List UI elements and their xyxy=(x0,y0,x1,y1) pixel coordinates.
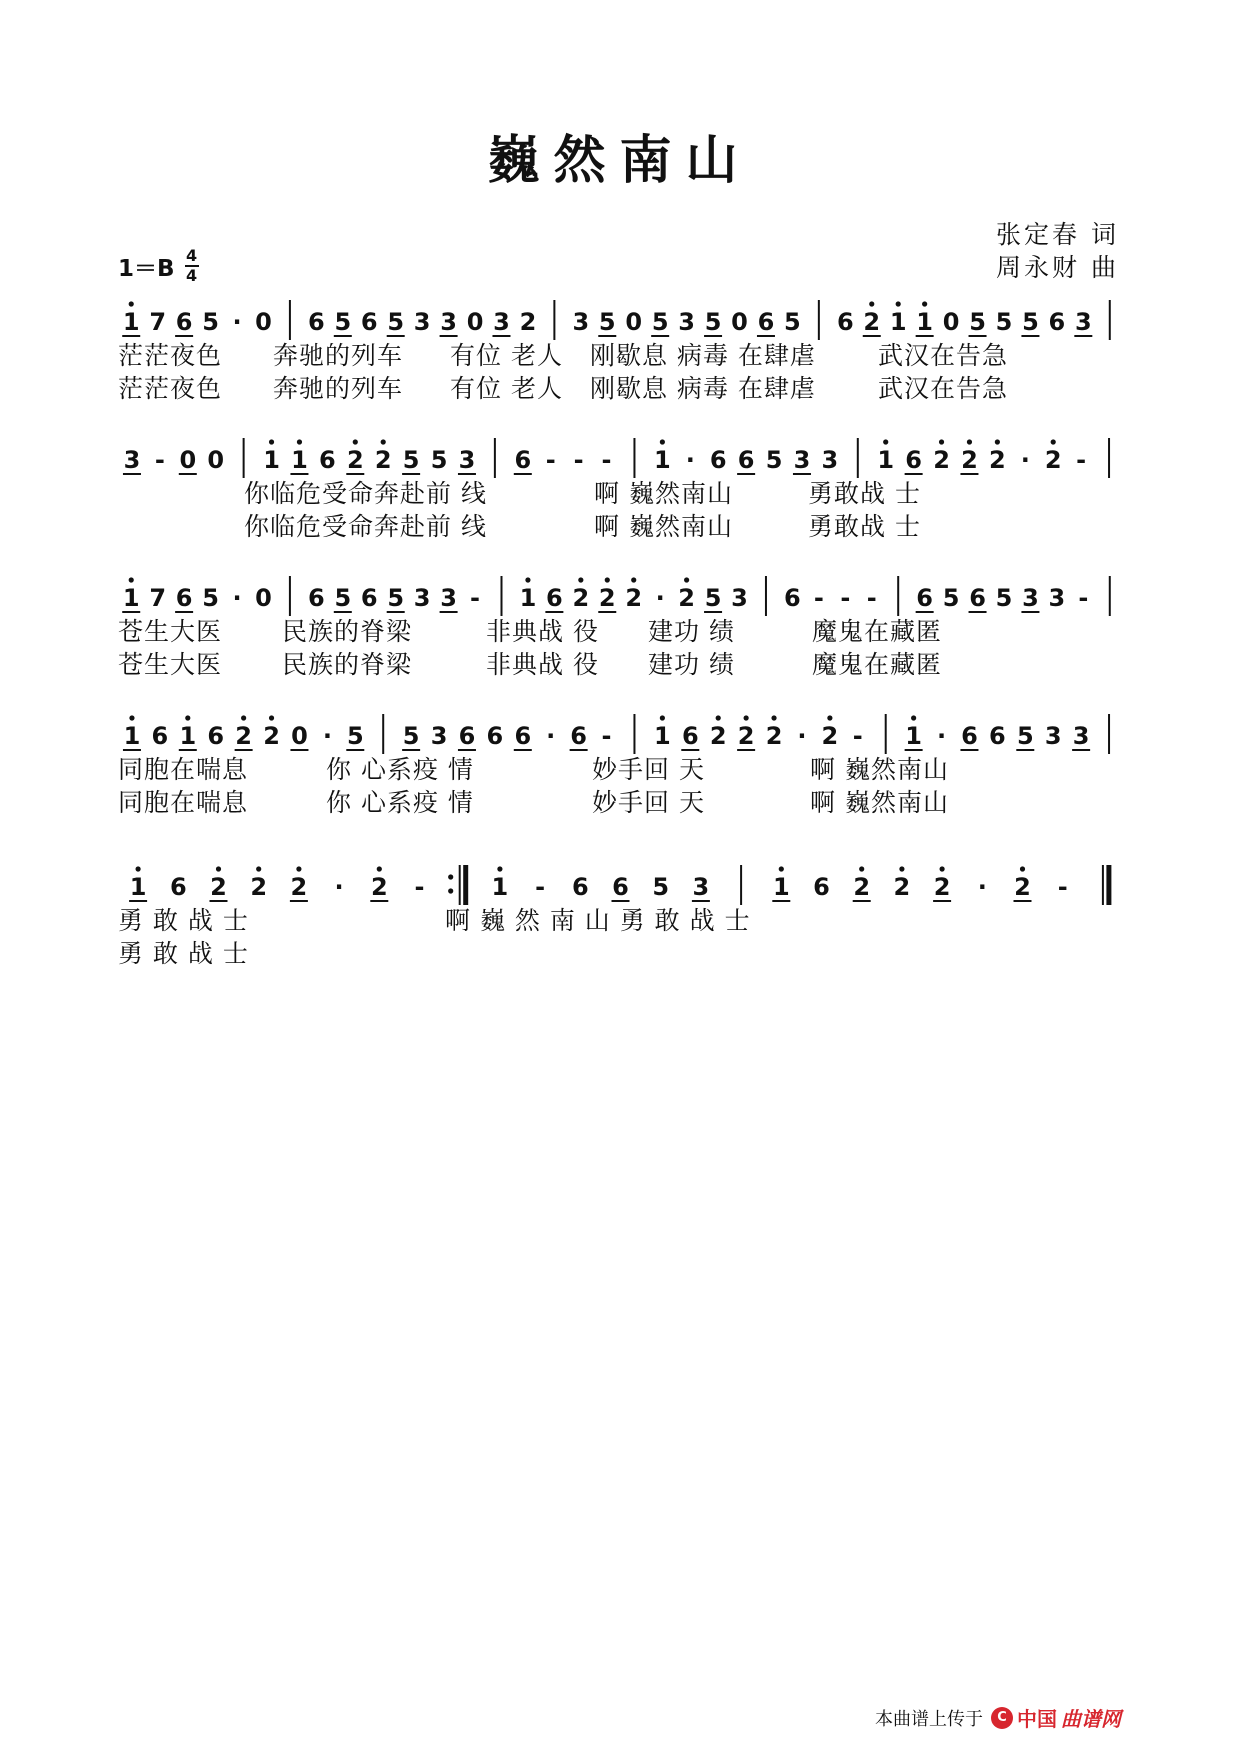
lyricist-credit: 张定春 词 xyxy=(996,220,1119,249)
note-token: 3 xyxy=(731,584,748,612)
note-token: 6 xyxy=(514,446,532,474)
note-token: 6 xyxy=(836,308,854,336)
lyric-line xyxy=(118,750,1123,782)
note-token: 6 xyxy=(813,873,830,901)
note-token: 1 xyxy=(291,446,308,474)
note-token: 2 xyxy=(370,873,388,901)
note-token: 1 xyxy=(129,873,147,901)
key-signature xyxy=(118,248,199,284)
logo-mark-icon: C xyxy=(991,1707,1013,1729)
note-token: 6 xyxy=(709,446,727,474)
octave-dot xyxy=(684,577,689,582)
lyric-line xyxy=(118,612,1123,644)
note-token: - xyxy=(573,446,584,474)
note-token: 3 xyxy=(123,446,141,474)
lyric-group: 苍生大医 xyxy=(118,617,223,646)
octave-dot xyxy=(185,715,190,720)
note-token: 5 xyxy=(765,446,783,474)
note-token: 0 xyxy=(255,308,272,336)
key-label: 1＝B xyxy=(118,255,175,282)
lyric-group: 同胞在喘息 xyxy=(118,788,249,817)
note-token: · xyxy=(232,584,242,612)
note-token: - xyxy=(470,584,481,612)
note-token: 2 xyxy=(863,308,881,336)
note-token: 3 xyxy=(458,446,476,474)
lyric-group: 你 心系疫 情 xyxy=(326,788,474,817)
site-logo xyxy=(991,1703,1121,1732)
note-token: 5 xyxy=(1022,308,1039,336)
lyric-group: 刚歇息 病毒 在肆虐 xyxy=(590,341,816,370)
lyric-group: 奔驰的列车 xyxy=(273,374,404,403)
octave-dot xyxy=(660,439,665,444)
note-token: - xyxy=(154,446,165,474)
note-token: 1 xyxy=(877,446,895,474)
note-token: 5 xyxy=(430,446,448,474)
note-token: 2 xyxy=(263,722,280,750)
note-token: · xyxy=(546,722,556,750)
octave-dot xyxy=(605,577,610,582)
octave-dot xyxy=(129,715,134,720)
octave-dot xyxy=(1051,439,1056,444)
note-token: 1 xyxy=(123,722,141,750)
lyric-group: 武汉在告急 xyxy=(878,341,1009,370)
note-token: 1 xyxy=(519,584,537,612)
note-token: 3 xyxy=(1072,722,1090,750)
note-token: 6 xyxy=(169,873,187,901)
note-token: - xyxy=(840,584,851,612)
octave-dot xyxy=(1020,866,1025,871)
note-token: 3 xyxy=(1044,722,1062,750)
note-token: 6 xyxy=(308,584,325,612)
octave-dot xyxy=(136,866,141,871)
note-token: 3 xyxy=(1022,584,1039,612)
note-token: 5 xyxy=(202,308,219,336)
note-token: 3 xyxy=(440,584,457,612)
note-token: 5 xyxy=(704,308,722,336)
note-token: 5 xyxy=(1016,722,1034,750)
note-token: 0 xyxy=(625,308,643,336)
note-token: 3 xyxy=(692,873,710,901)
note-token: 2 xyxy=(572,584,590,612)
note-token: - xyxy=(535,873,546,901)
lyric-group: 刚歇息 病毒 在肆虐 xyxy=(590,374,816,403)
note-token: 2 xyxy=(519,308,537,336)
lyric-group: 妙手回 天 xyxy=(592,755,705,784)
note-token: - xyxy=(601,446,612,474)
note-token: 5 xyxy=(402,446,420,474)
note-token: 0 xyxy=(179,446,197,474)
lyric-group: 你临危受命奔赴前 线 xyxy=(244,512,487,541)
note-token: 0 xyxy=(291,722,308,750)
barline xyxy=(1103,865,1109,905)
lyric-group: 妙手回 天 xyxy=(592,788,705,817)
lyric-line xyxy=(118,507,1123,539)
octave-dot xyxy=(896,301,901,306)
octave-dot xyxy=(129,301,134,306)
octave-dot xyxy=(216,866,221,871)
note-token: 2 xyxy=(961,446,978,474)
note-token: 6 xyxy=(570,722,587,750)
note-token: - xyxy=(852,722,863,750)
lyric-line xyxy=(118,934,1123,966)
lyric-group: 奔驰的列车 xyxy=(273,341,404,370)
note-token: 6 xyxy=(308,308,325,336)
note-token: 3 xyxy=(678,308,695,336)
note-token: 3 xyxy=(572,308,590,336)
octave-dot xyxy=(660,715,665,720)
note-token: 5 xyxy=(346,722,364,750)
page-title: 巍然南山 xyxy=(487,130,752,191)
note-token: · xyxy=(232,308,242,336)
lyric-group: 同胞在喘息 xyxy=(118,755,249,784)
lyric-line xyxy=(118,901,1123,933)
note-token: 2 xyxy=(933,446,950,474)
time-top: 4 xyxy=(185,246,198,265)
octave-dot xyxy=(744,715,749,720)
note-token: 1 xyxy=(889,308,907,336)
note-token: - xyxy=(1057,873,1068,901)
lyric-group: 建功 绩 xyxy=(648,650,735,679)
note-token: 0 xyxy=(207,446,225,474)
octave-dot xyxy=(129,577,134,582)
lyric-line xyxy=(118,474,1123,506)
lyric-group: 建功 绩 xyxy=(648,617,735,646)
lyric-group: 你 心系疫 情 xyxy=(326,755,474,784)
note-token: 0 xyxy=(255,584,272,612)
note-token: 0 xyxy=(731,308,748,336)
lyric-group: 勇敢战 士 xyxy=(808,512,921,541)
octave-dot xyxy=(353,439,358,444)
note-token: 6 xyxy=(737,446,755,474)
note-token: 6 xyxy=(319,446,336,474)
note-token: 0 xyxy=(942,308,960,336)
octave-dot xyxy=(827,715,832,720)
octave-dot xyxy=(296,866,301,871)
note-token: 2 xyxy=(210,873,227,901)
note-token: 6 xyxy=(916,584,933,612)
note-token: 2 xyxy=(290,873,308,901)
note-token: 2 xyxy=(853,873,871,901)
note-token: 6 xyxy=(905,446,922,474)
octave-dot xyxy=(922,301,927,306)
note-token: 2 xyxy=(709,722,727,750)
note-token: 6 xyxy=(360,584,378,612)
footer-text: 本曲谱上传于 xyxy=(875,1708,983,1730)
note-token: 6 xyxy=(151,722,169,750)
composer-credit: 周永财 曲 xyxy=(996,253,1119,282)
repeat-barline xyxy=(448,865,466,905)
note-token: 2 xyxy=(250,873,268,901)
lyric-group: 茫茫夜色 xyxy=(118,374,223,403)
lyric-group: 魔鬼在藏匿 xyxy=(812,650,943,679)
note-token: 6 xyxy=(175,584,193,612)
note-token: 6 xyxy=(961,722,978,750)
note-token: · xyxy=(797,722,807,750)
note-token: 5 xyxy=(995,308,1013,336)
note-token: 2 xyxy=(933,873,951,901)
note-token: 5 xyxy=(202,584,219,612)
note-token: 6 xyxy=(681,722,699,750)
note-token: 2 xyxy=(625,584,643,612)
note-token: 6 xyxy=(207,722,225,750)
note-token: 6 xyxy=(458,722,476,750)
note-token: 2 xyxy=(346,446,364,474)
note-token: 5 xyxy=(402,722,420,750)
lyric-line xyxy=(118,645,1123,677)
octave-dot xyxy=(940,866,945,871)
octave-dot xyxy=(377,866,382,871)
lyric-group: 啊 巍然南山 xyxy=(810,788,949,817)
note-token: 2 xyxy=(765,722,783,750)
octave-dot xyxy=(716,715,721,720)
octave-dot xyxy=(779,866,784,871)
note-token: · xyxy=(1020,446,1030,474)
lyric-group: 勇敢战 士 xyxy=(808,479,921,508)
note-token: 1 xyxy=(263,446,280,474)
note-token: 7 xyxy=(149,308,167,336)
note-token: · xyxy=(977,873,987,901)
credits xyxy=(996,218,1119,284)
logo-text-b: 曲谱网 xyxy=(1061,1707,1121,1731)
note-token: 2 xyxy=(598,584,616,612)
octave-dot xyxy=(578,577,583,582)
note-token: 2 xyxy=(374,446,392,474)
note-token: 3 xyxy=(440,308,457,336)
lyric-group: 勇 敢 战 士 xyxy=(118,939,249,968)
octave-dot xyxy=(899,866,904,871)
lyric-group: 武汉在告急 xyxy=(878,374,1009,403)
lyric-group: 啊 巍然南山 xyxy=(594,512,733,541)
octave-dot xyxy=(939,439,944,444)
note-token: · xyxy=(685,446,695,474)
lyric-group: 民族的脊梁 xyxy=(282,617,413,646)
octave-dot xyxy=(869,301,874,306)
note-token: 6 xyxy=(546,584,563,612)
note-token: 5 xyxy=(334,584,352,612)
note-token: 1 xyxy=(122,584,140,612)
note-token: 6 xyxy=(969,584,986,612)
note-token: 6 xyxy=(360,308,378,336)
note-token: 3 xyxy=(821,446,839,474)
octave-dot xyxy=(859,866,864,871)
octave-dot xyxy=(525,577,530,582)
note-token: 6 xyxy=(175,308,193,336)
note-token: 2 xyxy=(235,722,252,750)
note-token: 2 xyxy=(893,873,911,901)
note-token: 5 xyxy=(995,584,1013,612)
footer xyxy=(875,1703,1121,1732)
note-token: - xyxy=(1076,446,1087,474)
note-token: 2 xyxy=(1044,446,1062,474)
note-token: · xyxy=(334,873,344,901)
note-token: · xyxy=(322,722,332,750)
octave-dot xyxy=(771,715,776,720)
time-bottom: 4 xyxy=(185,266,198,285)
lyric-group: 非典战 役 xyxy=(486,617,599,646)
note-token: 2 xyxy=(1014,873,1031,901)
note-token: 3 xyxy=(1048,584,1066,612)
logo-text-a: 中国 xyxy=(1017,1707,1057,1731)
octave-dot xyxy=(256,866,261,871)
note-token: 5 xyxy=(598,308,616,336)
note-token: 5 xyxy=(969,308,986,336)
note-token: 2 xyxy=(678,584,695,612)
note-token: 5 xyxy=(652,873,670,901)
lyric-group: 苍生大医 xyxy=(118,650,223,679)
octave-dot xyxy=(241,715,246,720)
note-token: 2 xyxy=(989,446,1006,474)
lyric-group: 勇 敢 战 士 xyxy=(118,906,249,935)
lyric-line xyxy=(118,336,1123,368)
note-token: 6 xyxy=(612,873,629,901)
note-token: 6 xyxy=(989,722,1006,750)
lyric-group: 啊 巍 然 南 山 勇 敢 战 士 xyxy=(445,906,751,935)
note-token: 6 xyxy=(784,584,801,612)
note-token: 1 xyxy=(491,873,509,901)
lyric-group: 有位 老人 xyxy=(450,341,563,370)
note-token: 5 xyxy=(784,308,801,336)
lyric-group: 民族的脊梁 xyxy=(282,650,413,679)
note-token: 1 xyxy=(654,722,671,750)
note-token: 3 xyxy=(1074,308,1092,336)
octave-dot xyxy=(297,439,302,444)
note-token: 3 xyxy=(413,308,431,336)
note-token: 5 xyxy=(387,308,405,336)
note-token: 3 xyxy=(430,722,448,750)
note-token: · xyxy=(936,722,947,750)
note-token: 5 xyxy=(334,308,352,336)
note-token: - xyxy=(545,446,556,474)
note-token: 3 xyxy=(793,446,811,474)
note-token: 1 xyxy=(179,722,197,750)
octave-dot xyxy=(497,866,502,871)
note-token: - xyxy=(414,873,425,901)
octave-dot xyxy=(381,439,386,444)
note-token: 2 xyxy=(821,722,839,750)
lyric-group: 啊 巍然南山 xyxy=(810,755,949,784)
note-token: - xyxy=(866,584,877,612)
note-token: 6 xyxy=(486,722,504,750)
octave-dot xyxy=(269,439,274,444)
lyric-group: 啊 巍然南山 xyxy=(594,479,733,508)
note-token: 6 xyxy=(757,308,775,336)
note-token: 5 xyxy=(704,584,722,612)
octave-dot xyxy=(995,439,1000,444)
note-token: 1 xyxy=(654,446,671,474)
lyric-line xyxy=(118,369,1123,401)
lyric-group: 你临危受命奔赴前 线 xyxy=(244,479,487,508)
lyric-group: 魔鬼在藏匿 xyxy=(812,617,943,646)
lyric-line xyxy=(118,783,1123,815)
note-token: 2 xyxy=(737,722,755,750)
note-token: 6 xyxy=(1048,308,1066,336)
note-token: 1 xyxy=(122,308,140,336)
note-token: 6 xyxy=(514,722,532,750)
octave-dot xyxy=(631,577,636,582)
octave-dot xyxy=(967,439,972,444)
octave-dot xyxy=(911,715,916,720)
note-token: · xyxy=(655,584,665,612)
note-token: - xyxy=(1078,584,1089,612)
note-token: 7 xyxy=(149,584,167,612)
note-token: - xyxy=(813,584,824,612)
note-token: 1 xyxy=(905,722,922,750)
time-signature xyxy=(185,248,199,284)
note-token: 5 xyxy=(651,308,669,336)
note-token: 5 xyxy=(942,584,960,612)
note-token: 1 xyxy=(772,873,790,901)
note-token: 6 xyxy=(571,873,589,901)
octave-dot xyxy=(883,439,888,444)
lyric-group: 非典战 役 xyxy=(486,650,599,679)
note-token: 0 xyxy=(466,308,484,336)
note-token: 1 xyxy=(916,308,933,336)
lyric-group: 有位 老人 xyxy=(450,374,563,403)
note-token: 3 xyxy=(413,584,431,612)
note-token: 3 xyxy=(493,308,510,336)
note-token: 5 xyxy=(387,584,405,612)
note-token: - xyxy=(601,722,612,750)
octave-dot xyxy=(269,715,274,720)
lyric-group: 茫茫夜色 xyxy=(118,341,223,370)
